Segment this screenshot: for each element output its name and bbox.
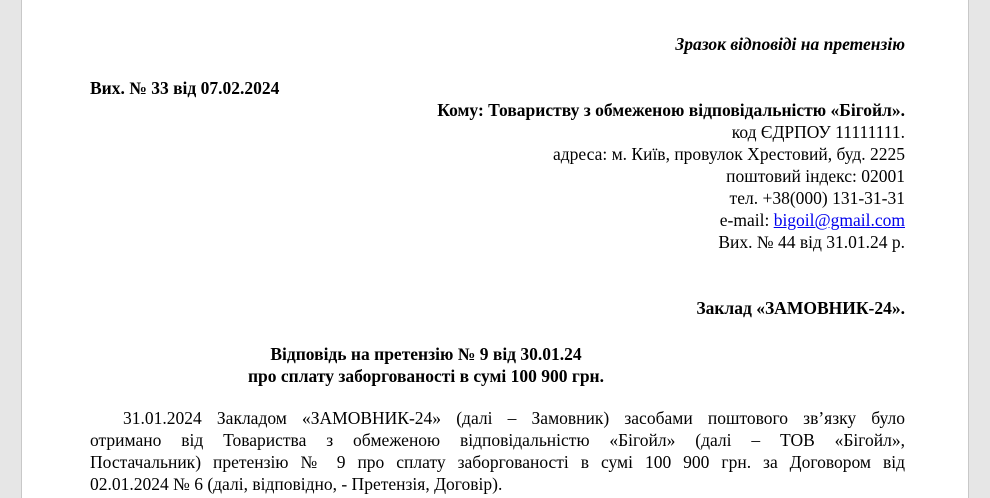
addressee-to: Кому: Товариству з обмеженою відповідальністю «Бігойл». [437, 100, 905, 120]
heading-line-1: Відповідь на претензію № 9 від 30.01.24 [270, 344, 582, 364]
outgoing-reference: Вих. № 33 від 07.02.2024 [90, 78, 280, 98]
paragraph-line-4: 02.01.2024 № 6 (далі, відповідно, - Претензія, Договір). [90, 474, 503, 494]
addressee-email-line [90, 209, 905, 231]
addressee-phone: тел. +38(000) 131-31-31 [729, 188, 905, 208]
addressee-address: адреса: м. Київ, провулок Хрестовий, буд. 2225 [552, 144, 905, 164]
paragraph-line-3: Постачальник) претензію № 9 про сплату заборгованості в сумі 100 900 грн. за Договором від [90, 452, 905, 472]
paragraph-line-2: отримано від Товариства з обмеженою відповідальністю «Бігойл» (далі – ТОВ «Бігойл», [90, 430, 905, 450]
document-page [21, 0, 969, 498]
paragraph-line-1: 31.01.2024 Закладом «ЗАМОВНИК-24» (далі – Замовник) засобами поштового зв’язку було [123, 408, 905, 428]
addressee-postal-code: поштовий індекс: 02001 [726, 166, 905, 186]
email-label: e-mail: [719, 210, 774, 230]
sample-title: Зразок відповіді на претензію [675, 34, 905, 54]
email-link[interactable]: bigoil@gmail.com [773, 210, 905, 230]
heading-line-2: про сплату заборгованості в сумі 100 900 грн. [247, 366, 605, 386]
incoming-reference: Вих. № 44 від 31.01.24 р. [718, 232, 905, 252]
addressee-edrpou: код ЄДРПОУ 11111111. [731, 122, 905, 142]
sender-name: Заклад «ЗАМОВНИК-24». [696, 298, 905, 318]
